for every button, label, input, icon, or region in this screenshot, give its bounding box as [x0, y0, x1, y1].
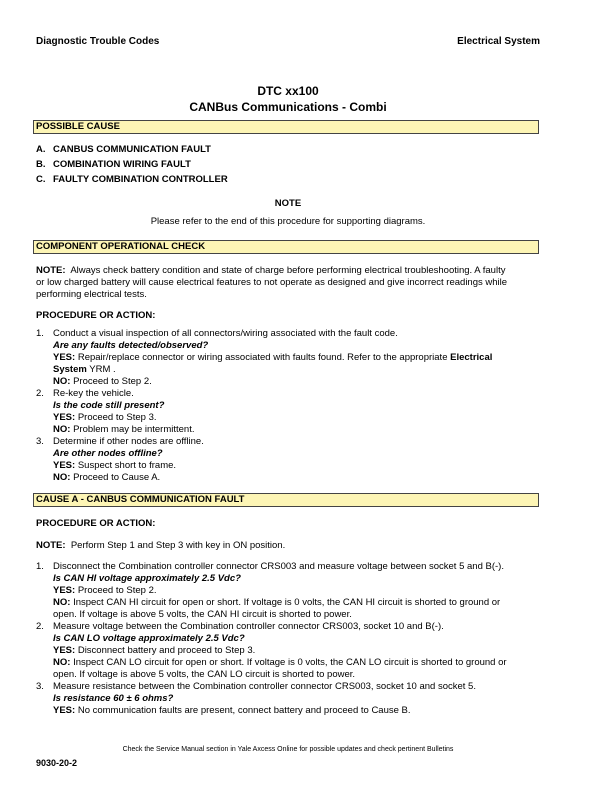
- dtc-code-title: DTC xx100: [257, 84, 319, 98]
- note-heading: NOTE: [274, 198, 302, 209]
- note-text: Please refer to the end of this procedure for supporting diagrams.: [150, 216, 426, 227]
- header-system-title: Electrical System: [457, 36, 540, 47]
- battery-note: NOTE: Always check battery condition and state of charge before performing electrical troubleshooting. A faulty or low charged battery will cause electrical features to not operate as designed and give incorrect readings while performing electrical tests.: [36, 265, 508, 300]
- component-check-heading: COMPONENT OPERATIONAL CHECK: [33, 240, 539, 254]
- cause-a-heading: CAUSE A - CANBUS COMMUNICATION FAULT: [33, 493, 539, 507]
- page-number: 9030-20-2: [36, 758, 78, 768]
- procedure-heading: PROCEDURE OR ACTION:: [36, 310, 156, 321]
- header-section-title: Diagnostic Trouble Codes: [36, 36, 160, 47]
- footer-notice: Check the Service Manual section in Yale Axcess Online for possible updates and check pertinent Bulletins: [122, 746, 454, 753]
- cause-a-procedure-heading: PROCEDURE OR ACTION:: [36, 518, 156, 529]
- dtc-description-title: CANBus Communications - Combi: [189, 100, 387, 114]
- possible-cause-heading: POSSIBLE CAUSE: [33, 120, 539, 134]
- cause-a-note: NOTE: Perform Step 1 and Step 3 with key in ON position.: [36, 540, 286, 551]
